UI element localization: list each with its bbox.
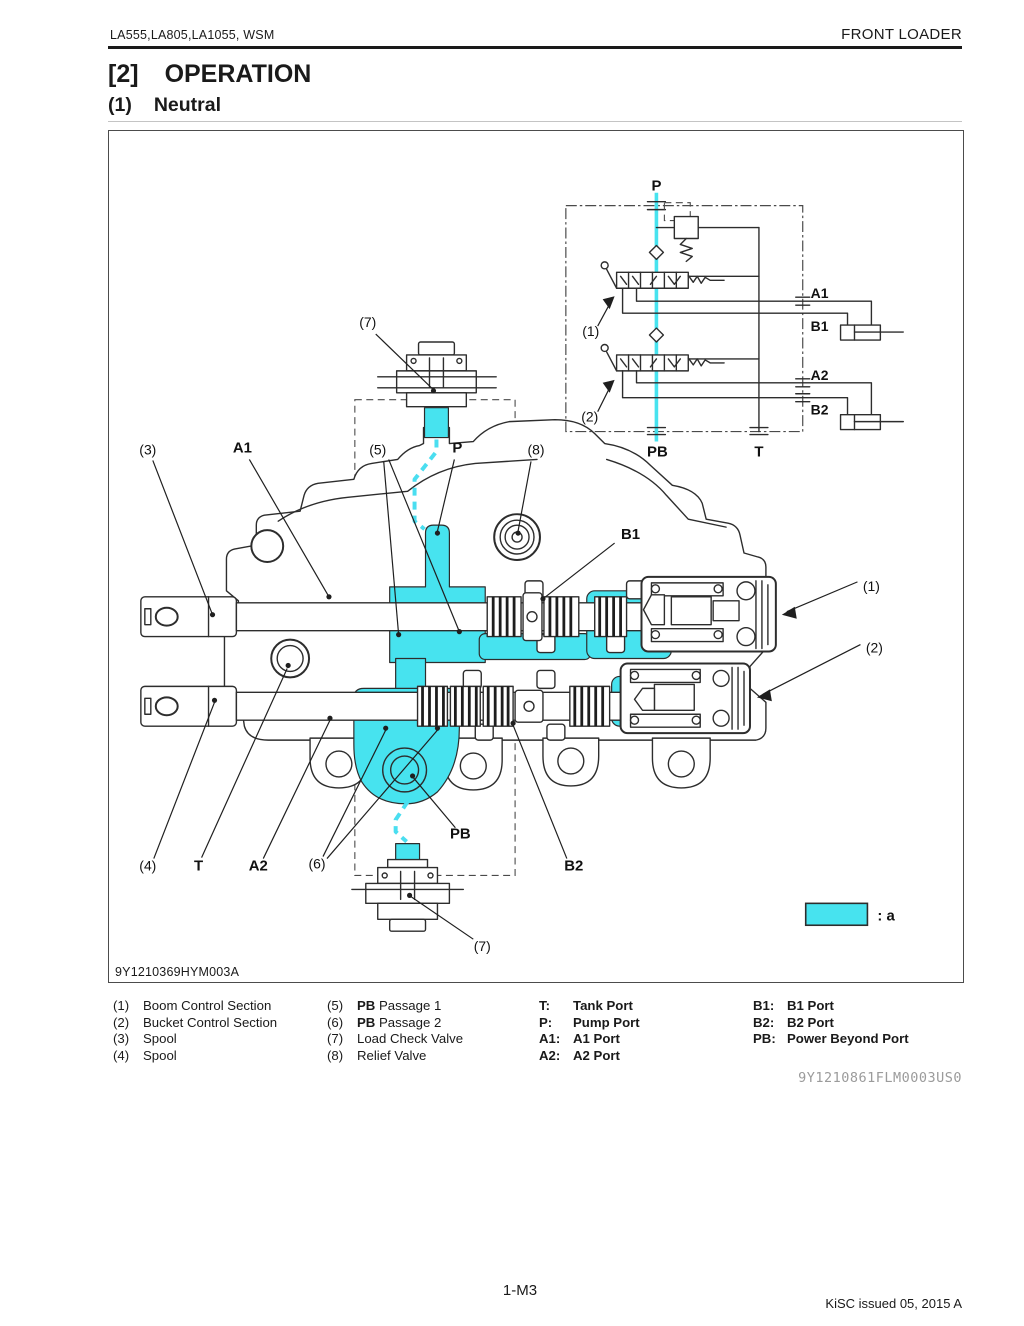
mount-hole (668, 751, 694, 777)
legend-port: A1: A1 Port (539, 1031, 620, 1047)
legend-port: B2: B2 Port (753, 1014, 834, 1030)
header-chapter: FRONT LOADER (841, 26, 962, 43)
legend-port: A2: A2 Port (539, 1047, 620, 1063)
legend-column-1 (113, 998, 277, 1064)
work-lines (623, 288, 872, 414)
schematic-valve-1 (601, 262, 759, 288)
hydraulic-schematic (566, 178, 903, 461)
callout-b2: B2 (564, 857, 584, 875)
header-models: LA555,LA805,LA1055, WSM (110, 28, 275, 42)
subsection-number: (1) (108, 94, 132, 116)
legend-item: (6) PB Passage 2 (327, 1014, 442, 1030)
schematic-t-label: T (754, 443, 764, 461)
highlight-legend (806, 903, 896, 925)
pb-flow-dashed-bottom (396, 802, 408, 842)
figure-frame (108, 130, 964, 983)
arrowhead (603, 296, 615, 309)
schematic-b2-label: B2 (810, 401, 829, 418)
schematic-a2-label: A2 (810, 366, 829, 383)
relief-valve (494, 514, 540, 560)
callout-5: (5) (369, 441, 387, 458)
spring-cap-bottom (621, 663, 750, 733)
callout-2: (2) (865, 639, 883, 656)
mount-hole (251, 530, 283, 562)
schematic-pb-label: PB (647, 443, 668, 461)
legend-port: P: Pump Port (539, 1014, 640, 1030)
callout-b1: B1 (621, 526, 641, 544)
mount-hole (558, 748, 584, 774)
callout-pb: PB (449, 825, 471, 843)
schematic-a1-label: A1 (810, 285, 829, 302)
legend-column-3 (539, 998, 640, 1064)
callout-1: (1) (862, 577, 880, 594)
schematic-b1-label: B1 (810, 318, 829, 335)
section-number: [2] (108, 60, 139, 88)
schematic-valve-2 (601, 344, 759, 370)
legend-item: (7) Load Check Valve (327, 1031, 464, 1047)
callout-p: P (452, 439, 463, 457)
spool-lands (487, 593, 626, 641)
t-port (271, 640, 309, 678)
arrowhead (782, 607, 797, 619)
callout-6: (6) (308, 855, 326, 872)
legend-item: (5) PB Passage 1 (327, 998, 442, 1013)
schematic-p-label: P (651, 177, 662, 195)
mount-hole (326, 751, 352, 777)
legend-port: PB: Power Beyond Port (753, 1031, 909, 1047)
highlight-swatch (806, 903, 868, 925)
document-code: 9Y1210861FLM0003US0 (798, 1070, 962, 1086)
highlight-label: : a (877, 907, 895, 925)
page-number: 1-M3 (502, 1282, 538, 1299)
check-symbol (649, 245, 663, 259)
section-name: OPERATION (164, 60, 312, 88)
cylinder-2 (841, 415, 904, 430)
callout-a2: A2 (248, 857, 268, 875)
load-check-valve-top (378, 342, 496, 407)
schematic-ref1: (1) (582, 323, 600, 340)
legend-column-4 (753, 998, 909, 1048)
schematic-ref2: (2) (581, 408, 599, 425)
legend-port: B1: B1 Port (753, 998, 834, 1013)
pb-passage-stub-top (425, 408, 449, 438)
subsection-name: Neutral (153, 94, 222, 116)
mount-hole (460, 753, 486, 779)
legend-port: T: Tank Port (539, 998, 633, 1013)
spring-cap-top (641, 577, 775, 652)
callout-t: T (194, 857, 204, 875)
callout-7-top: (7) (359, 314, 377, 331)
legend-item: (8) Relief Valve (327, 1047, 427, 1063)
legend-item: (1) Boom Control Section (113, 998, 272, 1013)
header-rule (108, 46, 962, 49)
check-symbol (649, 328, 663, 342)
legend-item: (2) Bucket Control Section (113, 1014, 278, 1030)
title-rule (108, 121, 962, 122)
port-ticks (647, 202, 767, 435)
callout-3: (3) (139, 441, 157, 458)
legend-item: (4) Spool (113, 1047, 177, 1063)
legend-item: (3) Spool (113, 1031, 177, 1047)
callout-a1: A1 (232, 439, 252, 457)
callout-7-bottom: (7) (473, 938, 491, 955)
cylinder-1 (841, 325, 904, 340)
spool-lands (418, 686, 610, 726)
callout-8: (8) (527, 441, 545, 458)
figure-code: 9Y1210369HYM003A (115, 965, 240, 979)
section-title (108, 60, 311, 89)
schematic-relief (656, 203, 759, 262)
legend-column-2 (327, 998, 463, 1064)
valve-diagram (109, 131, 959, 978)
callout-4: (4) (139, 857, 157, 874)
subsection-title (108, 94, 221, 117)
footer-issue-note: KiSC issued 05, 2015 A (825, 1296, 962, 1311)
